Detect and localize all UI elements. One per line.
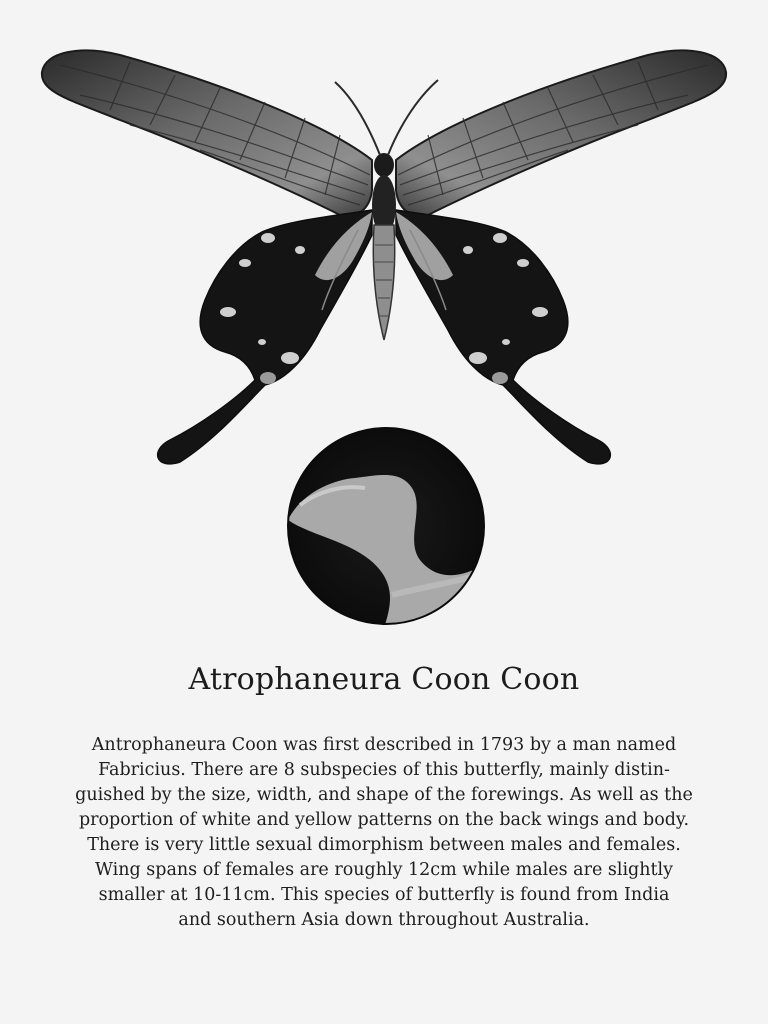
left-hindwing: [158, 210, 372, 464]
description-line: There is very little sexual dimorphism between males and females.: [87, 835, 681, 855]
description-line: Wing spans of females are roughly 12cm while males are slightly: [94, 860, 674, 880]
description-line: smaller at 10-11cm. This species of butterfly is found from India: [98, 885, 670, 905]
butterfly-body: [372, 153, 396, 340]
wing-detail-magnifier: [288, 428, 490, 640]
description-line: guished by the size, width, and shape of the forewings. As well as the: [75, 785, 693, 805]
right-forewing: [396, 50, 726, 216]
page-title: Atrophaneura Coon Coon: [188, 662, 580, 697]
right-hindwing: [396, 210, 610, 464]
description-line: Antrophaneura Coon was first described in 1793 by a man named: [91, 735, 677, 755]
description-line: and southern Asia down throughout Australia.: [178, 910, 590, 930]
description-line: Fabricius. There are 8 subspecies of this butterfly, mainly distin-: [98, 760, 670, 780]
left-forewing: [42, 50, 372, 216]
description-paragraph: [40, 733, 728, 933]
description-line: proportion of white and yellow patterns on the back wings and body.: [78, 810, 690, 830]
